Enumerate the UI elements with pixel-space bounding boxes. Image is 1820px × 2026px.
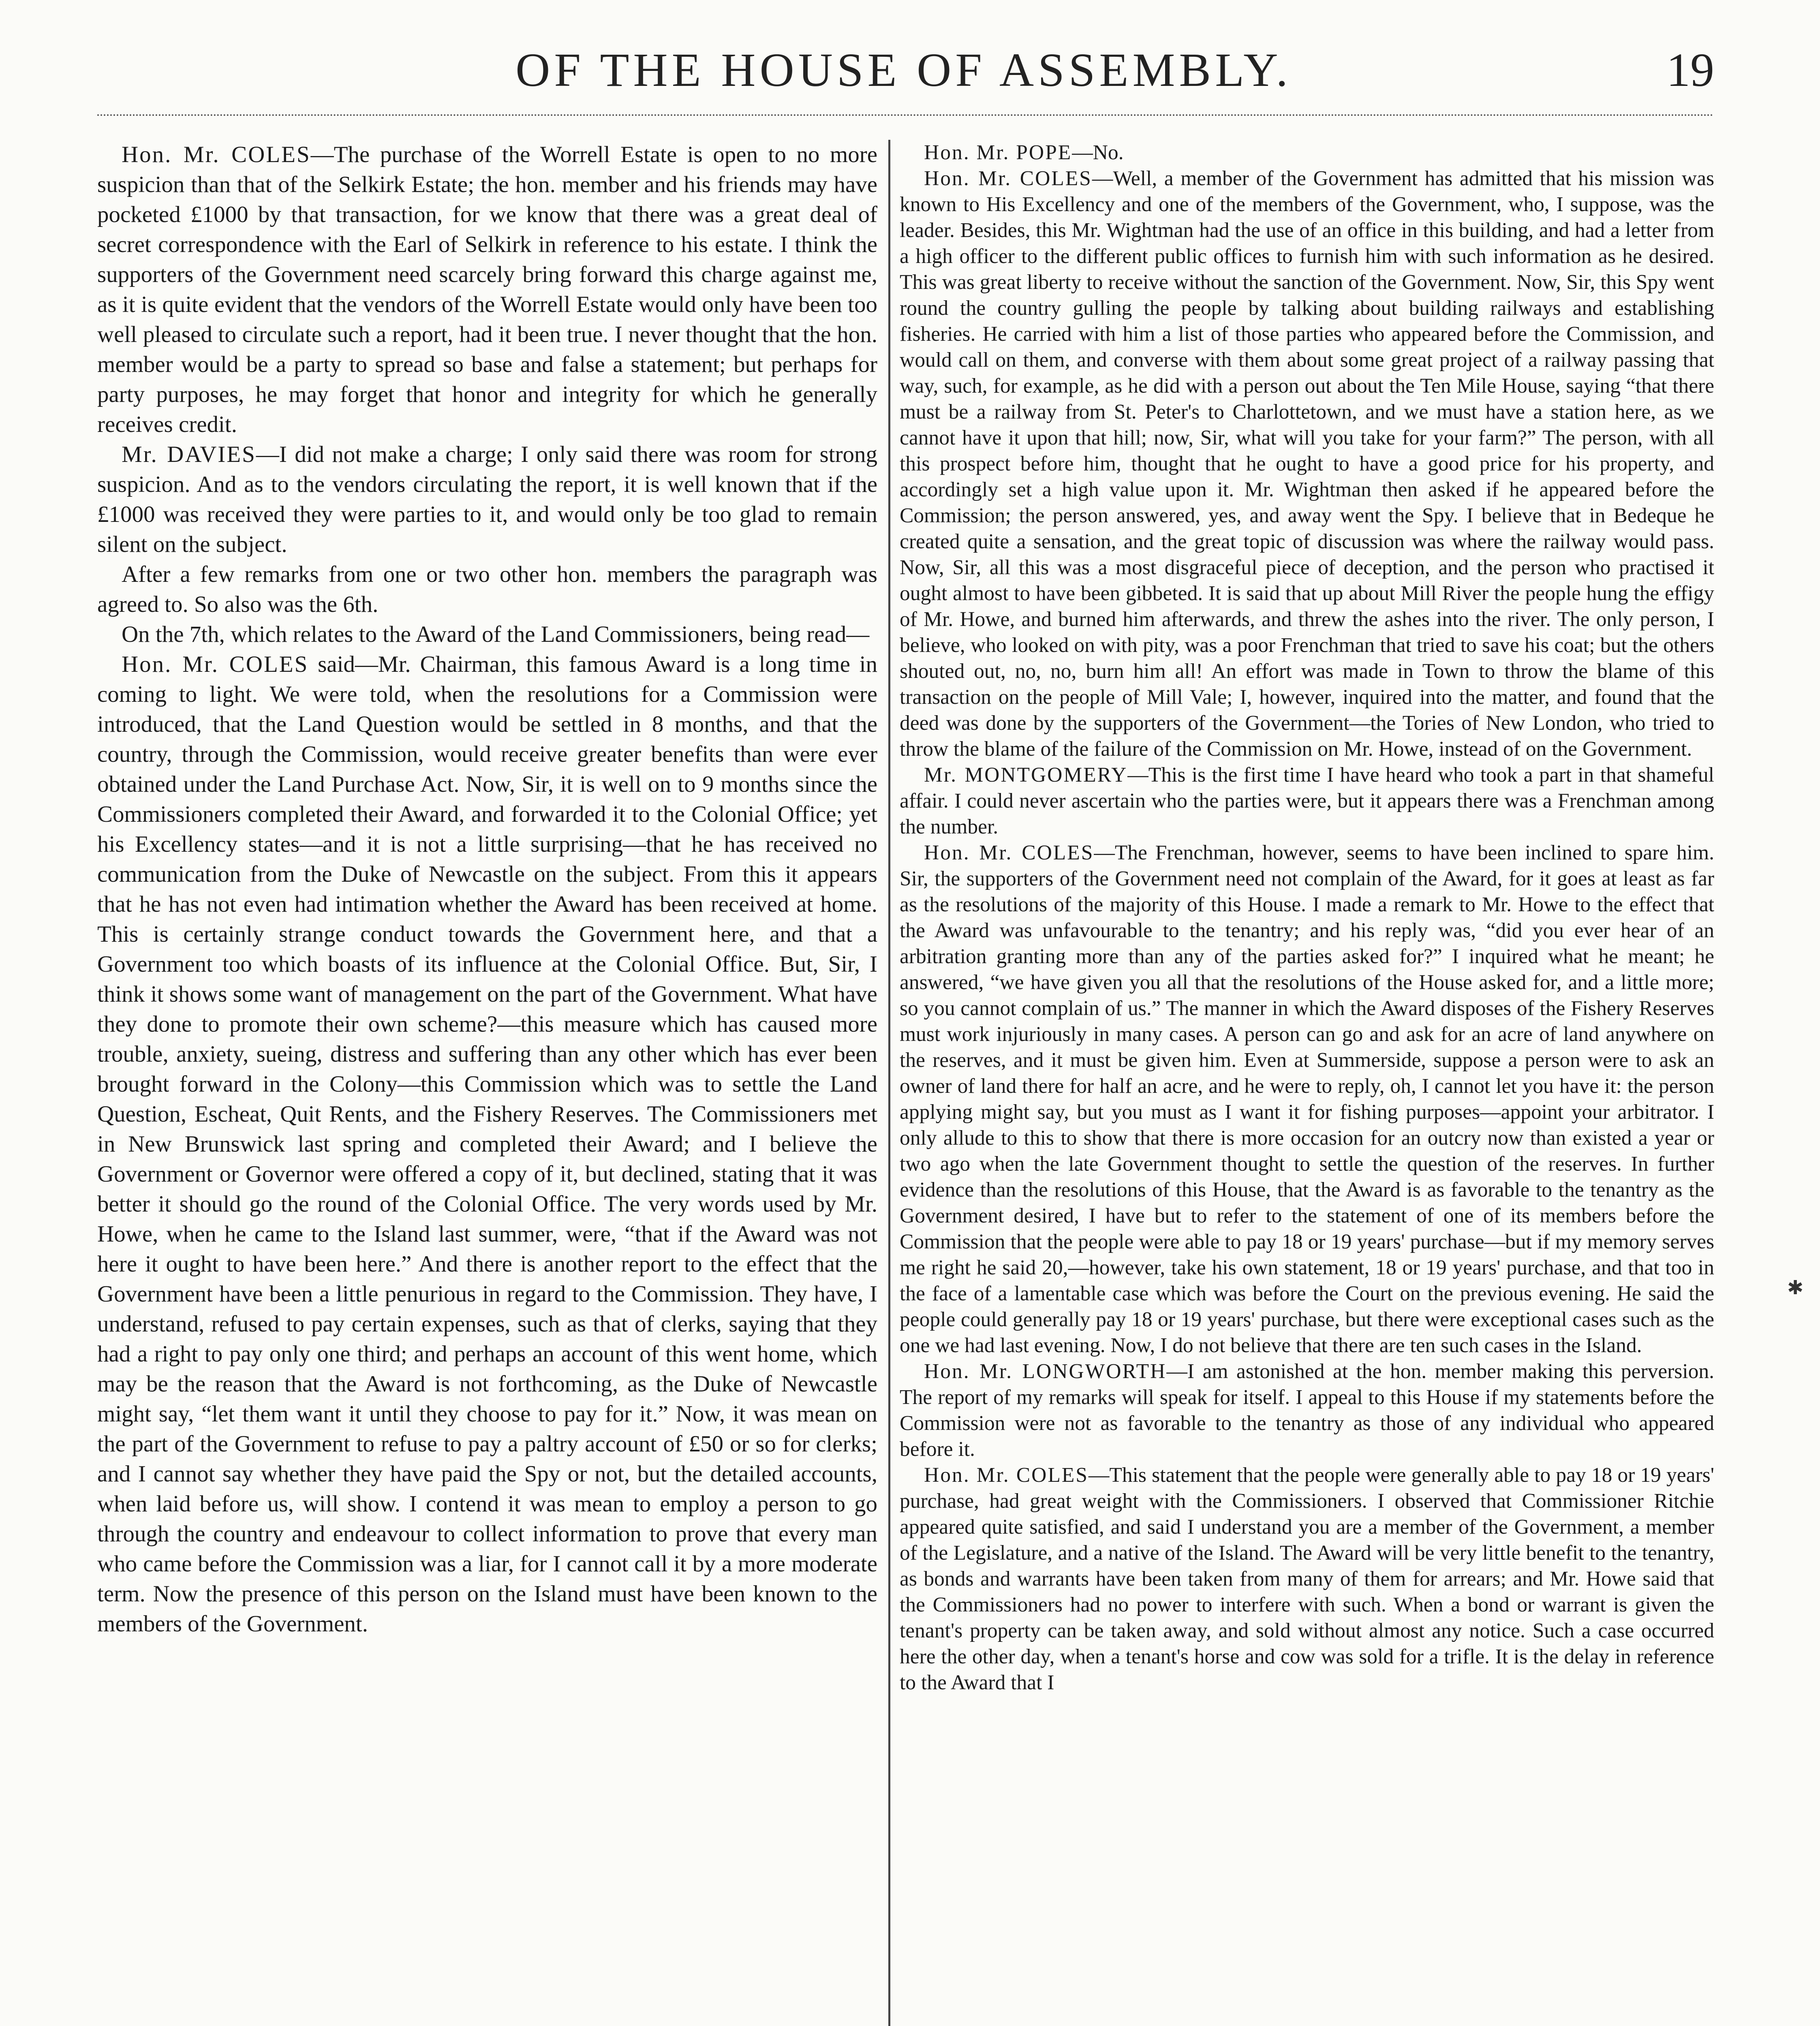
paragraph-text: On the 7th, which relates to the Award of the Land Commissioners, being read— xyxy=(122,622,870,647)
speaker-name: Hon. Mr. COLES xyxy=(122,652,309,677)
paragraph xyxy=(97,620,877,650)
paragraph xyxy=(900,166,1714,762)
paragraph xyxy=(97,650,877,1639)
left-column xyxy=(97,140,877,2026)
paragraph-text: said—Mr. Chairman, this famous Award is a long time in coming to light. We were told, when the resolutions for a Commission were introduced, that the Land Question would be settled in 8 months, and that the country, through the Commission, would receive greater benefits than were ever obtained under the Land Purchase Act. Now, Sir, it is well on to 9 months since the Commissioners completed their Award, and forwarded it to the Colonial Office; yet his Excellency states—and it is not a little surprising—that he has received no communication from the Duke of Newcastle on the subject. From this it appears that he has not even had intimation whether the Award has been received at home. This is certainly strange conduct towards the Government here, and that a Government too which boasts of its influence at the Colonial Office. But, Sir, I think it shows some want of management on the part of the Government. What have they done to promote their own scheme?—this measure which has caused more trouble, anxiety, sueing, distress and suffering than any other which has ever been brought forward in the Colony—this Commission which was to settle the Land Question, Escheat, Quit Rents, and the Fishery Reserves. The Commissioners met in New Brunswick last spring and completed their Award; and I believe the Government or Governor were offered a copy of it, but declined, stating that it was better it should go the round of the Colonial Office. The very words used by Mr. Howe, when he came to the Island last summer, were, “that if the Award was not here it ought to have been here.” And there is another report to the effect that the Government have been a little penurious in regard to the Commission. They have, I understand, refused to pay certain expenses, such as that of clerks, saying that they had a right to pay only one third; and perhaps an account of this went home, which may be the reason that the Award is not forthcoming, as the Duke of Newcastle might say, “let them want it until they choose to pay for it.” Now, it was mean on the part of the Government to refuse to pay a paltry account of £50 or so for clerks; and I cannot say whether they have paid the Spy or not, but the detailed accounts, when laid before us, will show. I contend it was mean to employ a person to go through the country and endeavour to collect information to prove that every man who came before the Commission was a liar, for I cannot call it by a more moderate term. Now the presence of this person on the Island must have been known to the members of the Government. xyxy=(97,652,877,1637)
paragraph xyxy=(97,560,877,620)
paragraph-text: —I am astonished at the hon. member making this perversion. The report of my remarks will speak for itself. I appeal to this House if my statements before the Commission were not as favorable to the tenantry as those of any individual who appeared before it. xyxy=(900,1360,1714,1461)
paragraph xyxy=(900,762,1714,840)
paragraph xyxy=(900,840,1714,1359)
speaker-name: Hon. Mr. COLES xyxy=(924,841,1094,864)
page-number: 19 xyxy=(1666,43,1714,96)
paragraph-text: —The purchase of the Worrell Estate is open to no more suspicion than that of the Selkirk Estate; the hon. member and his friends may have pocketed £1000 by that transaction, for we know that there was a great deal of secret correspondence with the Earl of Selkirk in reference to his estate. I think the supporters of the Government need scarcely bring forward this charge against me, as it is quite evident that the vendors of the Worrell Estate would only have been too well pleased to circulate such a report, had it been true. I never thought that the hon. member would be a party to spread so base and false a statement; but perhaps for party purposes, he may forget that honor and integrity for which he generally receives credit. xyxy=(97,142,877,437)
right-column xyxy=(900,140,1714,2026)
paragraph-text: —Well, a member of the Government has admitted that his mission was known to His Excellency and one of the members of the Government, who, I suppose, was the leader. Besides, this Mr. Wightman had the use of an office in this building, and had a letter from a high officer to the different public offices to furnish him with such information as he desired. This was great liberty to receive without the sanction of the Government. Now, Sir, this Spy went round the country gulling the people by talking about building railways and establishing fisheries. He carried with him a list of those parties who appeared before the Commission, and would call on them, and converse with them about some great project of a railway passing that way, such, for example, as he did with a person out about the Ten Mile House, saying “that there must be a railway from St. Peter's to Charlottetown, and we must have a station here, as we cannot have it upon that hill; now, Sir, what will you take for your farm?” The person, with all this prospect before him, thought that he ought to have a good price for his property, and accordingly set a high value upon it. Mr. Wightman then asked if he appeared before the Commission; the person answered, yes, and away went the Spy. I believe that in Bedeque he created quite a sensation, and the great topic of discussion was where the railway would pass. Now, Sir, all this was a most disgraceful piece of deception, and the person who practised it ought almost to have been gibbeted. It is said that up about Mill River the people hung the effigy of Mr. Howe, and burned him afterwards, and threw the ashes into the river. The only person, I believe, who looked on with pity, was a poor Frenchman that tried to save his coat; but the others shouted out, no, no, burn him all! An effort was made in Town to throw the blame of this transaction on the people of Mill Vale; I, however, inquired into the matter, and found that the deed was done by the supporters of the Government—the Tories of New London, who tried to throw the blame of the failure of the Commission on Mr. Howe, instead of on the Government. xyxy=(900,167,1714,761)
speaker-name: Mr. MONTGOMERY xyxy=(924,763,1128,786)
paragraph-text: —No. xyxy=(1072,141,1124,164)
speaker-name: Hon. Mr. COLES xyxy=(122,142,311,167)
paragraph-text: —I did not make a charge; I only said there was room for strong suspicion. And as to the vendors circulating the report, it is well known that if the £1000 was received they were parties to it, and would only be too glad to remain silent on the subject. xyxy=(97,442,877,557)
column-divider xyxy=(888,140,890,2026)
paragraph-text: —The Frenchman, however, seems to have been inclined to spare him. Sir, the supporters of the Government need not complain of the Award, for it goes at least as far as the resolutions of the majority of this House. I made a remark to Mr. Howe to the effect that the Award was unfavourable to the tenantry; and his reply was, “did you ever hear of an arbitration granting more than any of the parties asked for?” I inquired what he meant; he answered, “we have given you all that the resolutions of the House asked for, and a little more; so you cannot complain of us.” The manner in which the Award disposes of the Fishery Reserves must work injuriously in many cases. A person can go and ask for an acre of land anywhere on the reserves, and it must be given him. Even at Summerside, suppose a person were to ask an owner of land there for half an acre, and he were to reply, oh, I cannot let you have it: the person applying might say, but you must as I want it for fishing purposes—appoint your arbitrator. I only allude to this to show that there is more occasion for an outcry now than existed a year or two ago when the late Government thought to settle the question of the reserves. In further evidence than the resolutions of this House, that the Award is as favorable to the tenantry as the Government desired, I have but to refer to the statement of one of its members before the Commission that the people were able to pay 18 or 19 years' purchase—but if my memory serves me right he said 20,—however, take his own statement, 18 or 19 years' purchase, and that too in the face of a lamentable case which was before the Court on the previous evening. He said the people could generally pay 18 or 19 years' purchase, but there were exceptional cases such as the one we had last evening. Now, I do not believe that there are ten such cases in the Island. xyxy=(900,841,1714,1357)
printers-mark: ✱ xyxy=(1787,1277,1804,1299)
header-rule xyxy=(97,114,1714,116)
speaker-name: Hon. Mr. COLES xyxy=(924,1464,1089,1487)
speaker-name: Hon. Mr. COLES xyxy=(924,167,1092,190)
paragraph xyxy=(900,1359,1714,1462)
speaker-name: Mr. DAVIES xyxy=(122,442,256,467)
running-title: OF THE HOUSE OF ASSEMBLY. xyxy=(515,43,1292,96)
paragraph xyxy=(97,140,877,440)
running-head xyxy=(93,43,1714,103)
speaker-name: Hon. Mr. POPE xyxy=(924,141,1072,164)
paragraph-text: —This statement that the people were generally able to pay 18 or 19 years' purchase, had great weight with the Commissioners. I observed that Commissioner Ritchie appeared quite satisfied, and said I understand you are a member of the Government, a member of the Legislature, and a native of the Island. The Award will be very little benefit to the tenantry, as bonds and warrants have been taken from many of them for arrears; and Mr. Howe said that the Commissioners had no power to interfere with such. When a bond or warrant is given the tenant's property can be taken away, and sold without almost any notice. Such a case occurred here the other day, when a tenant's horse and cow was sold for a trifle. It is the delay in reference to the Award that I xyxy=(900,1464,1714,1694)
paragraph xyxy=(97,440,877,560)
paragraph xyxy=(900,1462,1714,1696)
paragraph xyxy=(900,140,1714,166)
paragraph-text: After a few remarks from one or two other hon. members the paragraph was agreed to. So also was the 6th. xyxy=(97,562,877,617)
paragraph-text: —This is the first time I have heard who took a part in that shameful affair. I could never ascertain who the parties were, but it appears there was a Frenchman among the number. xyxy=(900,763,1714,838)
speaker-name: Hon. Mr. LONGWORTH xyxy=(924,1360,1167,1383)
